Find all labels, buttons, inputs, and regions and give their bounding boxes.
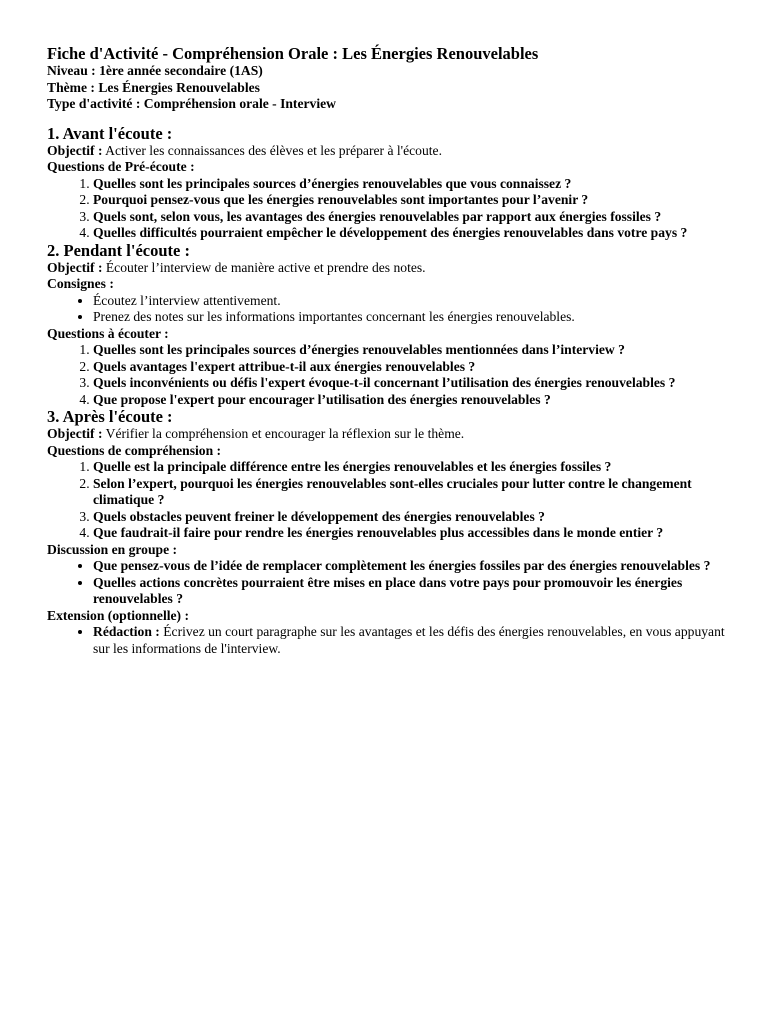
list-item: 1. Quelles sont les principales sources d’énergies renouvelables que vous connaissez ? bbox=[93, 176, 727, 193]
objectif-apres bbox=[47, 426, 727, 443]
redaction-text: Écrivez un court paragraphe sur les avantages et les défis des énergies renouvelables, en vous appuyant sur les informations de l'interview. bbox=[93, 624, 725, 656]
list-item: 2. Quels avantages l'expert attribue-t-il aux énergies renouvelables ? bbox=[93, 359, 727, 376]
extension-list bbox=[47, 624, 727, 657]
list-item: • Que pensez-vous de l’idée de remplacer complètement les énergies fossiles par des énergies renouvelables ? bbox=[93, 558, 727, 575]
questions-comprehension-label: Questions de compréhension : bbox=[47, 442, 222, 458]
questions-comprehension-list bbox=[47, 459, 727, 542]
activity-type-line: Type d'activité : Compréhension orale - Interview bbox=[47, 96, 336, 111]
list-item bbox=[93, 624, 727, 657]
section-heading-pendant: 2. Pendant l'écoute : bbox=[47, 240, 190, 260]
objectif-avant bbox=[47, 143, 727, 160]
consignes-list bbox=[47, 293, 727, 326]
list-item: 3. Quels obstacles peuvent freiner le développement des énergies renouvelables ? bbox=[93, 509, 727, 526]
questions-pre-ecoute-label: Questions de Pré-écoute : bbox=[47, 159, 195, 174]
list-item: 4. Que propose l'expert pour encourager l’utilisation des énergies renouvelables ? bbox=[93, 392, 727, 409]
questions-a-ecouter-label: Questions à écouter : bbox=[47, 325, 169, 341]
objectif-label: Objectif : bbox=[47, 426, 103, 441]
list-item: 3. Quels sont, selon vous, les avantages des énergies renouvelables par rapport aux énergies fossiles ? bbox=[93, 209, 727, 226]
redaction-label: Rédaction : bbox=[93, 624, 160, 639]
extension-label: Extension (optionnelle) : bbox=[47, 607, 189, 623]
spacer bbox=[47, 113, 727, 125]
objectif-text: Activer les connaissances des élèves et les préparer à l'écoute. bbox=[102, 142, 442, 158]
list-item: • Prenez des notes sur les informations importantes concernant les énergies renouvelables. bbox=[93, 309, 727, 326]
list-item: • Quelles actions concrètes pourraient être mises en place dans votre pays pour promouvoir les énergies renouvelables ? bbox=[93, 575, 727, 608]
objectif-label: Objectif : bbox=[47, 142, 103, 158]
document-page bbox=[47, 44, 727, 657]
objectif-label: Objectif : bbox=[47, 259, 103, 275]
questions-pre-ecoute-list bbox=[47, 176, 727, 242]
list-item: 1. Quelle est la principale différence entre les énergies renouvelables et les énergies fossiles ? bbox=[93, 459, 727, 476]
document-title: Fiche d'Activité - Compréhension Orale : Les Énergies Renouvelables bbox=[47, 44, 539, 63]
niveau-line: Niveau : 1ère année secondaire (1AS) bbox=[47, 63, 263, 78]
discussion-list bbox=[47, 558, 727, 608]
list-item: 2. Selon l’expert, pourquoi les énergies renouvelables sont-elles cruciales pour lutter contre le changement climatique ? bbox=[93, 476, 727, 509]
list-item: 4. Que faudrait-il faire pour rendre les énergies renouvelables plus accessibles dans le monde entier ? bbox=[93, 525, 727, 542]
objectif-pendant bbox=[47, 260, 727, 277]
list-item: 2. Pourquoi pensez-vous que les énergies renouvelables sont importantes pour l’avenir ? bbox=[93, 192, 727, 209]
theme-line: Thème : Les Énergies Renouvelables bbox=[47, 79, 260, 95]
list-item: 1. Quelles sont les principales sources d’énergies renouvelables mentionnées dans l’interview ? bbox=[93, 342, 727, 359]
objectif-text: Vérifier la compréhension et encourager la réflexion sur le thème. bbox=[102, 426, 465, 441]
questions-a-ecouter-list bbox=[47, 342, 727, 408]
objectif-text: Écouter l’interview de manière active et prendre des notes. bbox=[102, 259, 426, 275]
list-item: • Écoutez l’interview attentivement. bbox=[93, 293, 727, 310]
list-item: 3. Quels inconvénients ou défis l'expert évoque-t-il concernant l’utilisation des énergies renouvelables ? bbox=[93, 375, 727, 392]
section-heading-apres: 3. Après l'écoute : bbox=[47, 407, 173, 426]
list-item: 4. Quelles difficultés pourraient empêcher le développement des énergies renouvelables dans votre pays ? bbox=[93, 225, 727, 242]
discussion-label: Discussion en groupe : bbox=[47, 541, 178, 557]
section-heading-avant: 1. Avant l'écoute : bbox=[47, 123, 173, 143]
consignes-label: Consignes : bbox=[47, 276, 114, 291]
